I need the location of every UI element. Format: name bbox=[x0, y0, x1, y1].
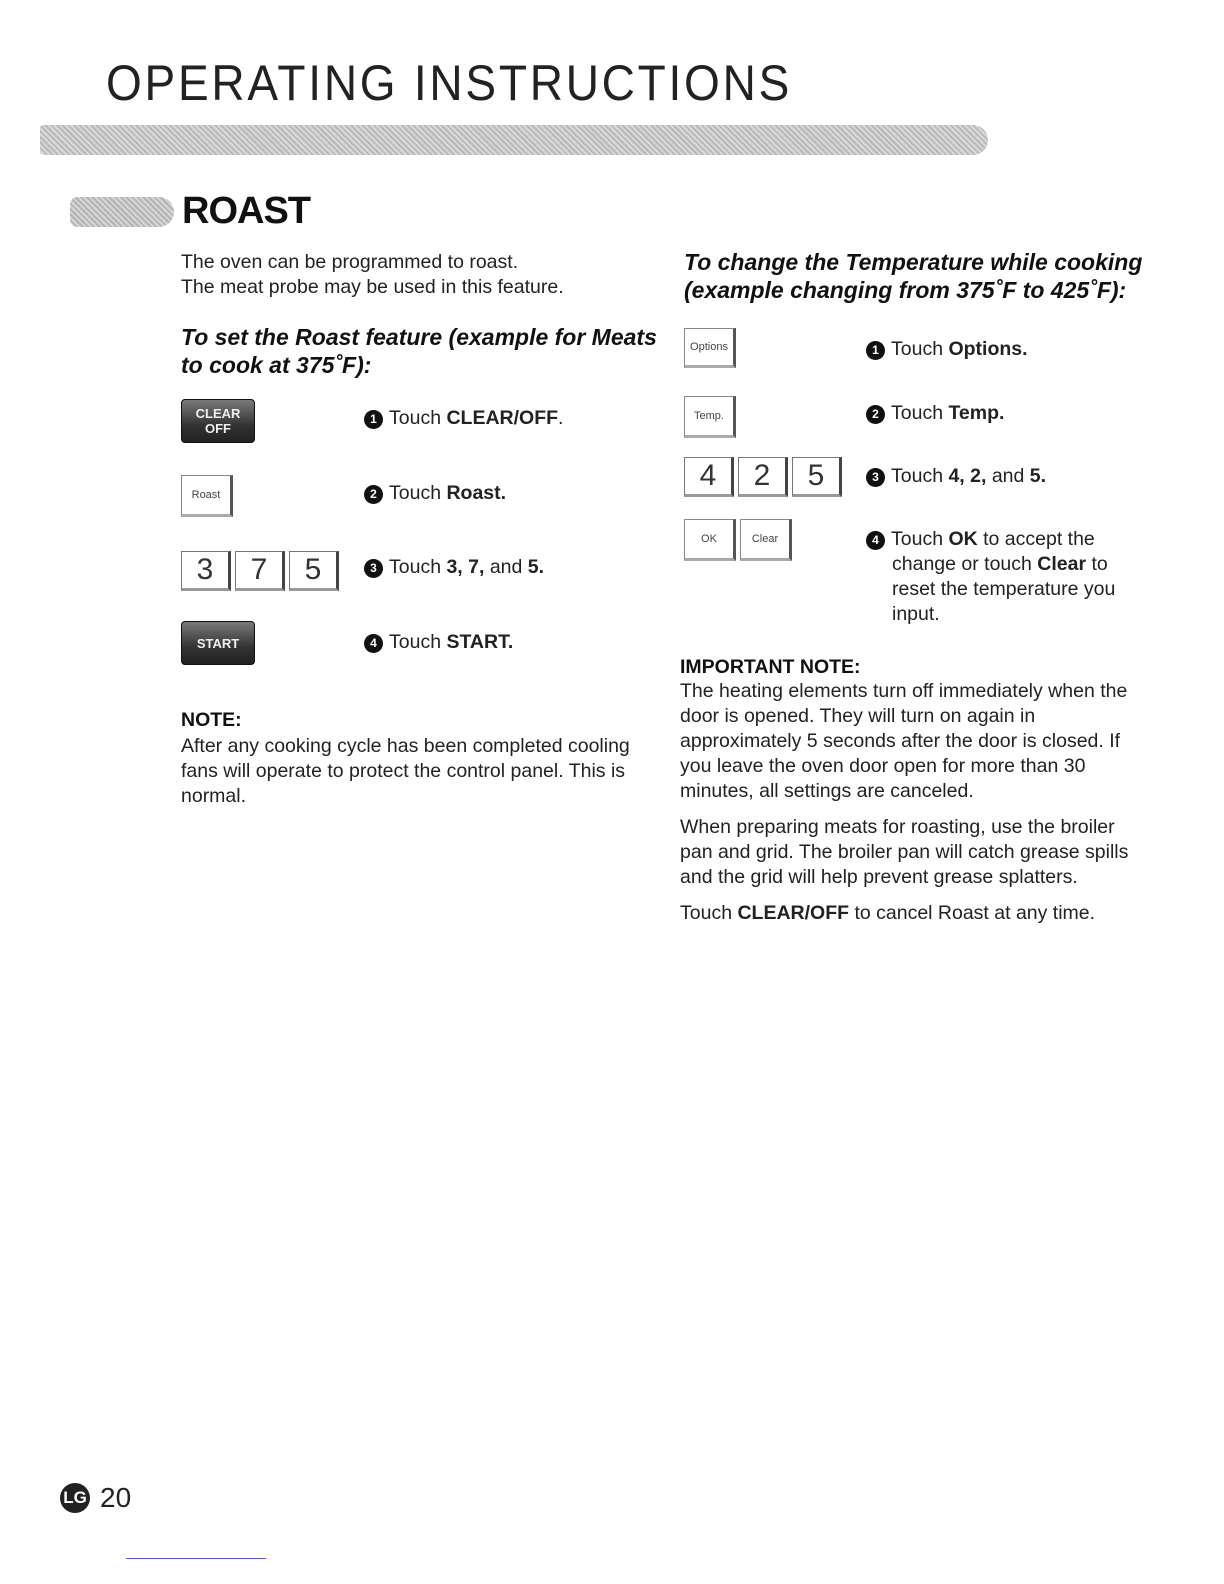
step-number-icon: 1 bbox=[866, 341, 885, 360]
important-line: approximately 5 seconds after the door is closed. If bbox=[680, 730, 1121, 752]
digit-key: 2 bbox=[738, 457, 788, 497]
section-title: ROAST bbox=[182, 190, 310, 232]
intro-text bbox=[181, 250, 564, 300]
change-temp-step-3: 3 Touch 4, 2, and 5. bbox=[866, 464, 1046, 489]
digit-key: 3 bbox=[181, 551, 231, 591]
change-temp-heading bbox=[684, 248, 1142, 304]
key-label: OK bbox=[701, 533, 717, 545]
important-note-label: IMPORTANT NOTE: bbox=[680, 656, 861, 678]
digit-key: 5 bbox=[289, 551, 339, 591]
key-label: Temp. bbox=[694, 410, 724, 422]
ok-key bbox=[684, 519, 736, 561]
digit-key: 4 bbox=[684, 457, 734, 497]
step-number-icon: 3 bbox=[866, 468, 885, 487]
key-label: OFF bbox=[205, 421, 231, 436]
digit-key: 5 bbox=[792, 457, 842, 497]
page-number: 20 bbox=[100, 1482, 132, 1513]
set-roast-step-2: 2 Touch Roast. bbox=[364, 481, 506, 506]
note-line: fans will operate to protect the control panel. This is bbox=[181, 760, 626, 782]
note-block bbox=[181, 709, 651, 809]
change-temp-step-2: 2 Touch Temp. bbox=[866, 401, 1004, 426]
set-roast-step-1: 1 Touch CLEAR/OFF. bbox=[364, 406, 563, 431]
important-line: you leave the oven door open for more than 30 bbox=[680, 755, 1086, 777]
intro-line: The oven can be programmed to roast. bbox=[181, 251, 519, 273]
section-marker bbox=[70, 197, 174, 227]
key-label: START bbox=[196, 635, 240, 651]
key-label: Options bbox=[690, 341, 728, 353]
step-number-icon: 1 bbox=[364, 410, 383, 429]
lg-logo-icon: LG bbox=[60, 1483, 90, 1513]
intro-line: The meat probe may be used in this feature. bbox=[181, 276, 564, 298]
header-band bbox=[40, 125, 988, 155]
set-roast-step-3: 3 Touch 3, 7, and 5. bbox=[364, 555, 544, 580]
heading-line: To set the Roast feature (example for Meats bbox=[181, 324, 657, 350]
clear-key bbox=[740, 519, 792, 561]
digit-keys-375 bbox=[181, 551, 339, 591]
digit-key: 7 bbox=[235, 551, 285, 591]
bottom-rule bbox=[126, 1558, 266, 1559]
heading-line: To change the Temperature while cooking bbox=[684, 249, 1143, 275]
digit-keys-425 bbox=[684, 457, 842, 497]
note-label: NOTE: bbox=[181, 709, 242, 731]
step-number-icon: 4 bbox=[866, 531, 885, 550]
change-temp-step-4: 4 Touch OK to accept the change or touch Clear to reset the temperature you input. bbox=[866, 527, 1146, 627]
important-line: Touch CLEAR/OFF to cancel Roast at any time. bbox=[680, 902, 1096, 924]
important-line: pan and grid. The broiler pan will catch grease spills bbox=[680, 841, 1129, 863]
note-line: normal. bbox=[181, 785, 247, 807]
change-temp-step-1: 1 Touch Options. bbox=[866, 337, 1028, 362]
key-label: Clear bbox=[751, 533, 779, 545]
temp-key bbox=[684, 396, 736, 438]
options-key bbox=[684, 328, 736, 368]
ok-clear-keys bbox=[684, 519, 792, 561]
important-line: and the grid will help prevent grease splatters. bbox=[680, 866, 1078, 888]
important-line: When preparing meats for roasting, use the broiler bbox=[680, 816, 1115, 838]
key-label: CLEAR bbox=[195, 406, 241, 421]
step-number-icon: 4 bbox=[364, 634, 383, 653]
set-roast-step-4: 4 Touch START. bbox=[364, 630, 513, 655]
important-line: The heating elements turn off immediately when the bbox=[680, 680, 1128, 702]
step-number-icon: 2 bbox=[364, 485, 383, 504]
important-line: door is opened. They will turn on again in bbox=[680, 705, 1036, 727]
step-number-icon: 3 bbox=[364, 559, 383, 578]
clear-off-key bbox=[181, 399, 255, 443]
heading-line: (example changing from 375˚F to 425˚F): bbox=[684, 277, 1127, 303]
important-note-block bbox=[680, 656, 1150, 926]
important-line: minutes, all settings are canceled. bbox=[680, 780, 974, 802]
step-number-icon: 2 bbox=[866, 405, 885, 424]
set-roast-heading bbox=[181, 323, 657, 379]
roast-key bbox=[181, 475, 233, 517]
start-key bbox=[181, 621, 255, 665]
note-line: After any cooking cycle has been completed cooling bbox=[181, 735, 630, 757]
key-label: Roast bbox=[191, 489, 221, 501]
page-header-title: OPERATING INSTRUCTIONS bbox=[106, 55, 793, 111]
heading-line: to cook at 375˚F): bbox=[181, 352, 372, 378]
